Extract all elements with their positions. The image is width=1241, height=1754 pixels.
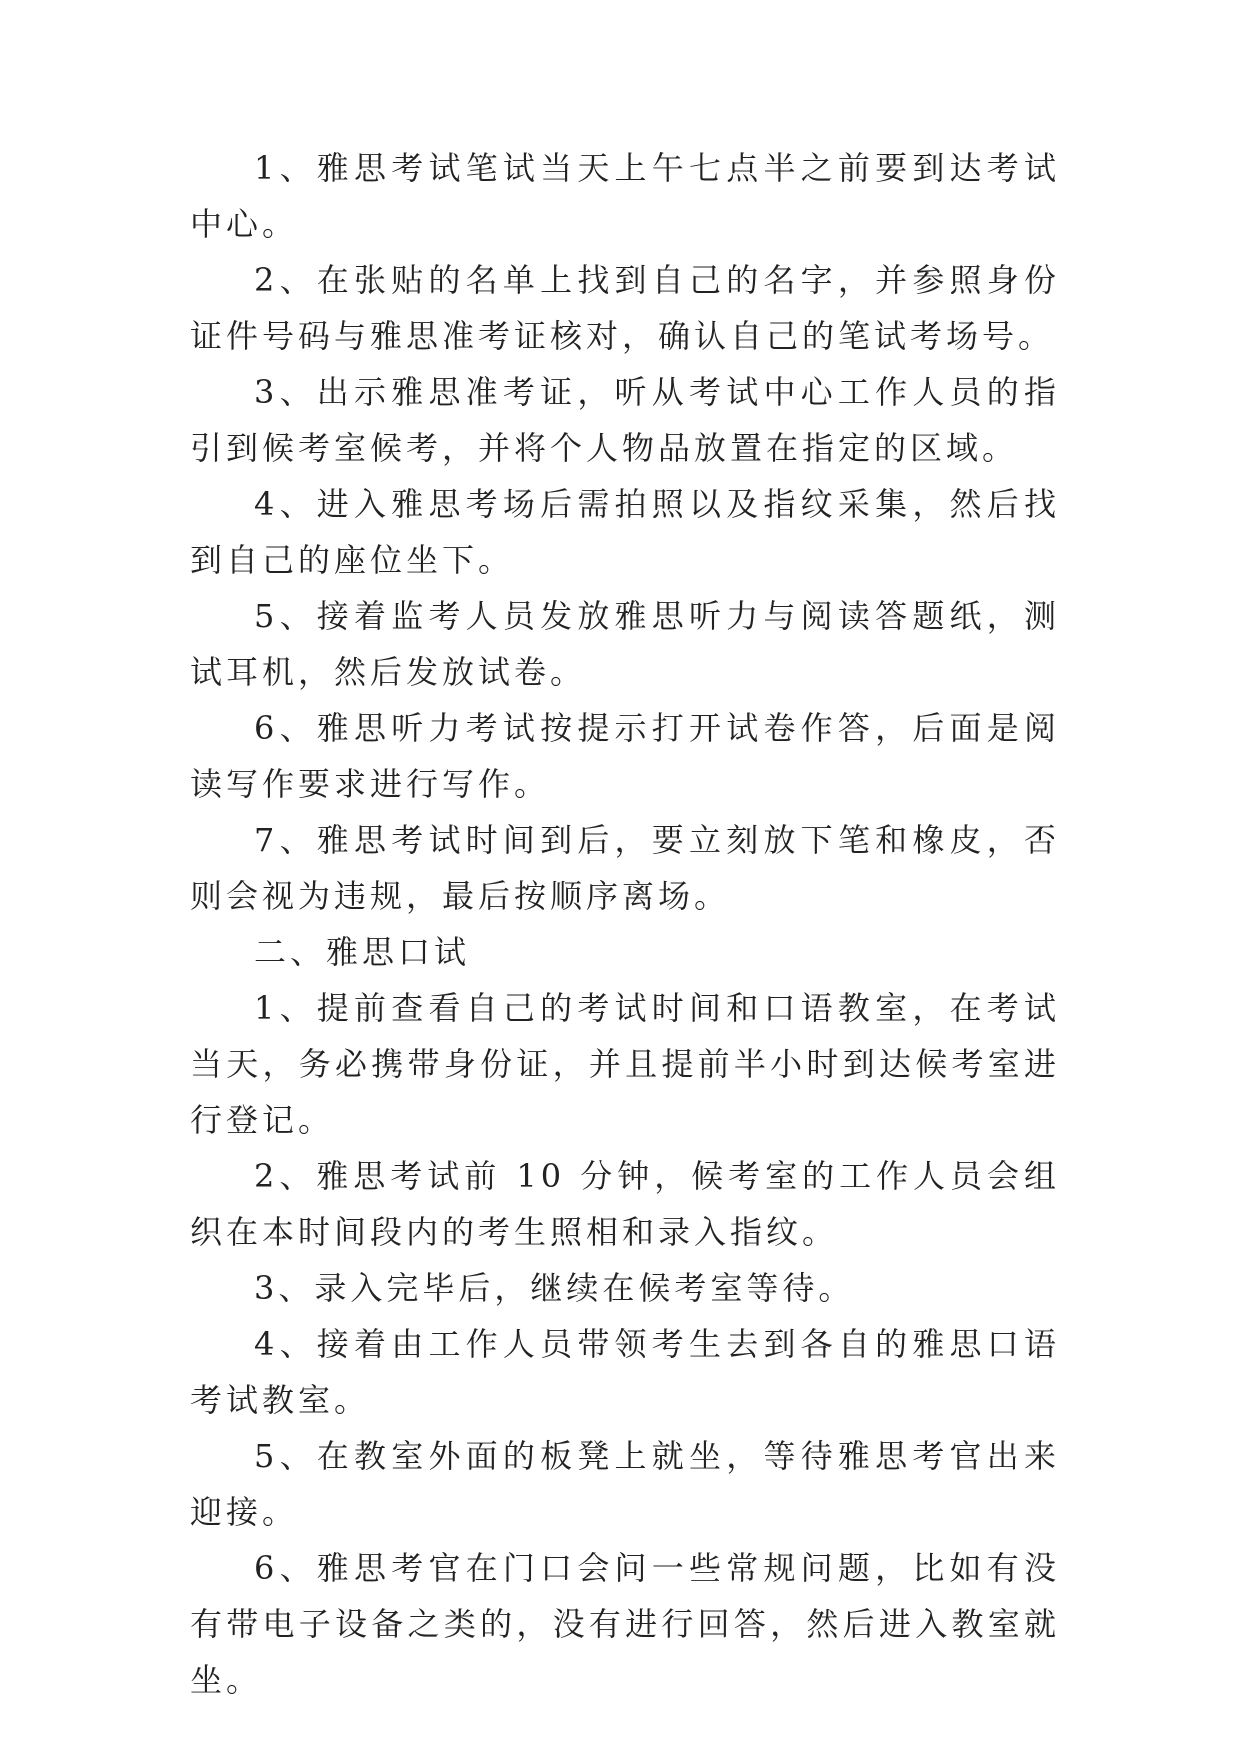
- paragraph-written-step-6: 6、雅思听力考试按提示打开试卷作答，后面是阅读写作要求进行写作。: [190, 709, 1060, 803]
- paragraph-written-step-1: 1、雅思考试笔试当天上午七点半之前要到达考试中心。: [190, 149, 1060, 243]
- document-page: [190, 140, 1060, 1708]
- paragraph-speaking-step-6: 6、雅思考官在门口会问一些常规问题，比如有没有带电子设备之类的，没有进行回答，然后进入教室就坐。: [190, 1549, 1060, 1699]
- paragraph-written-step-7: 7、雅思考试时间到后，要立刻放下笔和橡皮，否则会视为违规，最后按顺序离场。: [190, 821, 1060, 915]
- paragraph-speaking-step-5: 5、在教室外面的板凳上就坐，等待雅思考官出来迎接。: [190, 1437, 1060, 1531]
- paragraph-speaking-step-1: 1、提前查看自己的考试时间和口语教室，在考试当天，务必携带身份证，并且提前半小时到达候考室进行登记。: [190, 989, 1060, 1139]
- paragraph-speaking-step-2: 2、雅思考试前 10 分钟，候考室的工作人员会组织在本时间段内的考生照相和录入指纹。: [190, 1157, 1060, 1251]
- paragraph-written-step-5: 5、接着监考人员发放雅思听力与阅读答题纸，测试耳机，然后发放试卷。: [190, 597, 1060, 691]
- paragraph-speaking-step-3: 3、录入完毕后，继续在候考室等待。: [254, 1269, 855, 1307]
- paragraph-written-step-4: 4、进入雅思考场后需拍照以及指纹采集，然后找到自己的座位坐下。: [190, 485, 1060, 579]
- paragraph-written-step-2: 2、在张贴的名单上找到自己的名字，并参照身份证件号码与雅思准考证核对，确认自己的笔试考场号。: [190, 261, 1060, 355]
- paragraph-written-step-3: 3、出示雅思准考证，听从考试中心工作人员的指引到候考室候考，并将个人物品放置在指定的区域。: [190, 373, 1060, 467]
- paragraph-speaking-step-4: 4、接着由工作人员带领考生去到各自的雅思口语考试教室。: [190, 1325, 1060, 1419]
- section-heading-speaking: 二、雅思口试: [254, 933, 471, 971]
